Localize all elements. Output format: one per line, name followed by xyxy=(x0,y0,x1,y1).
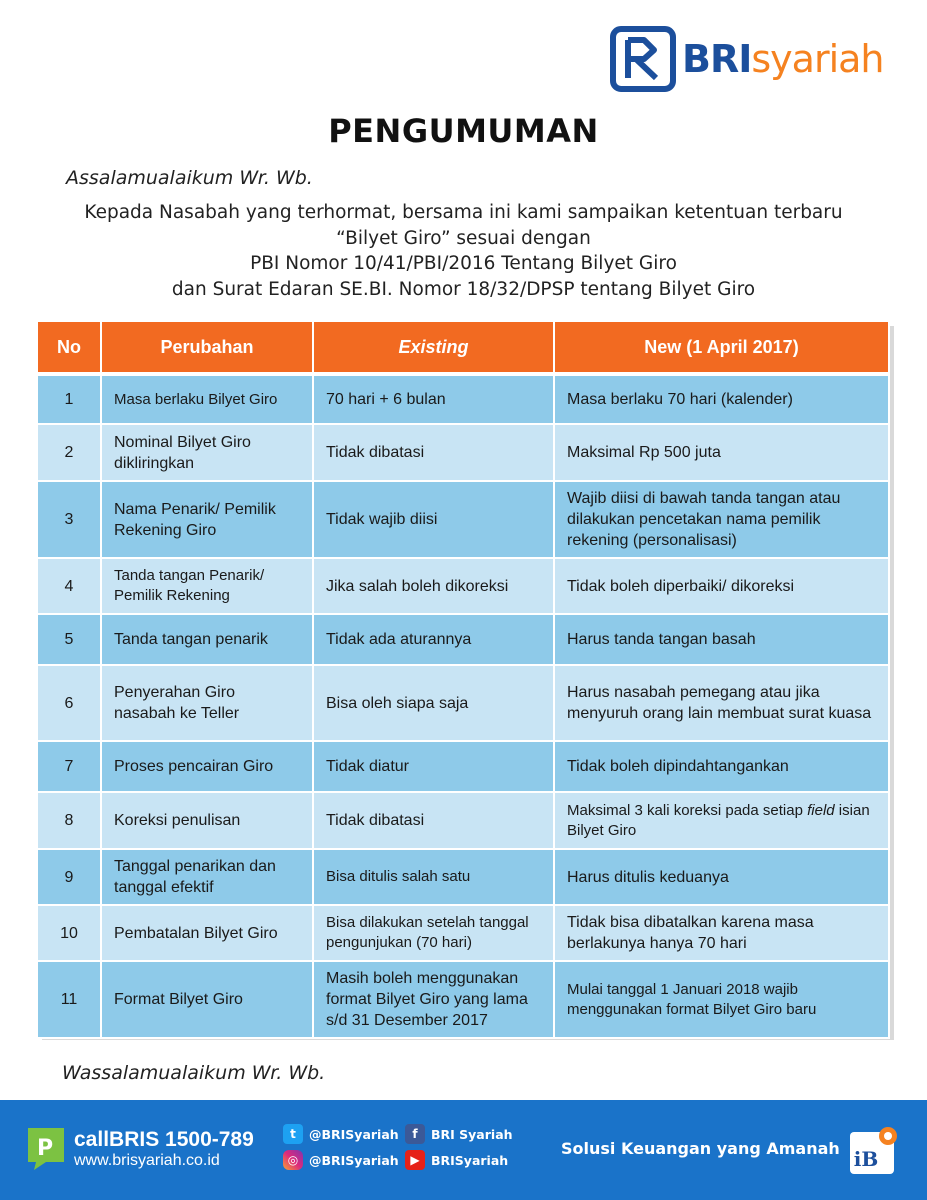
logo-bri-text: BRI xyxy=(682,37,752,81)
row-new: Harus nasabah pemegang atau jika menyuruh orang lain membuat surat kuasa xyxy=(554,665,889,741)
row-no: 5 xyxy=(37,614,101,665)
row-perubahan: Format Bilyet Giro xyxy=(101,961,313,1038)
row-perubahan: Koreksi penulisan xyxy=(101,792,313,849)
twitter-handle[interactable]: t @BRISyariah xyxy=(283,1124,399,1144)
table-row xyxy=(37,792,889,849)
header-new: New (1 April 2017) xyxy=(554,321,889,373)
row-perubahan: Penyerahan Giro nasabah ke Teller xyxy=(101,665,313,741)
facebook-icon: f xyxy=(405,1124,425,1144)
page-title: PENGUMUMAN xyxy=(328,112,599,150)
row-existing: Tidak diatur xyxy=(313,741,554,792)
row-existing: Jika salah boleh dikoreksi xyxy=(313,558,554,614)
table-row xyxy=(37,961,889,1038)
row-no: 3 xyxy=(37,481,101,558)
intro-text xyxy=(0,200,927,302)
row-new: Tidak bisa dibatalkan karena masa berlakunya hanya 70 hari xyxy=(554,905,889,961)
row-perubahan: Proses pencairan Giro xyxy=(101,741,313,792)
youtube-icon: ▶ xyxy=(405,1150,425,1170)
bri-logo-icon xyxy=(610,26,676,92)
ib-logo-icon xyxy=(848,1124,900,1176)
greeting: Assalamualaikum Wr. Wb. xyxy=(66,167,313,189)
row-existing: Tidak wajib diisi xyxy=(313,481,554,558)
row-perubahan: Nominal Bilyet Giro dikliringkan xyxy=(101,424,313,481)
closing-text: Wassalamualaikum Wr. Wb. xyxy=(62,1062,326,1084)
row-new: Wajib diisi di bawah tanda tangan atau dilakukan pencetakan nama pemilik rekening (personalisasi) xyxy=(554,481,889,558)
row-new: Maksimal Rp 500 juta xyxy=(554,424,889,481)
row-existing: Masih boleh menggunakan format Bilyet Giro yang lama s/d 31 Desember 2017 xyxy=(313,961,554,1038)
table-row xyxy=(37,614,889,665)
row-perubahan: Tanda tangan Penarik/ Pemilik Rekening xyxy=(101,558,313,614)
row-existing: Tidak dibatasi xyxy=(313,424,554,481)
row-new-field: field xyxy=(807,801,835,819)
row-perubahan: Nama Penarik/ Pemilik Rekening Giro xyxy=(101,481,313,558)
table-row xyxy=(37,558,889,614)
row-no: 4 xyxy=(37,558,101,614)
row-no: 11 xyxy=(37,961,101,1038)
header-existing: Existing xyxy=(313,321,554,373)
row-new: Tidak boleh dipindahtangankan xyxy=(554,741,889,792)
row-no: 8 xyxy=(37,792,101,849)
table-row xyxy=(37,665,889,741)
row-perubahan: Pembatalan Bilyet Giro xyxy=(101,905,313,961)
footer-bar xyxy=(0,1100,927,1200)
row-new xyxy=(554,792,889,849)
row-new: Mulai tanggal 1 Januari 2018 wajib menggunakan format Bilyet Giro baru xyxy=(554,961,889,1038)
facebook-handle[interactable]: f BRI Syariah xyxy=(405,1124,513,1144)
table-row xyxy=(37,424,889,481)
youtube-handle[interactable]: ▶ BRISyariah xyxy=(405,1150,508,1170)
row-perubahan: Tanda tangan penarik xyxy=(101,614,313,665)
table-row xyxy=(37,849,889,905)
header-perubahan: Perubahan xyxy=(101,321,313,373)
row-new: Harus ditulis keduanya xyxy=(554,849,889,905)
table-row xyxy=(37,481,889,558)
row-no: 10 xyxy=(37,905,101,961)
row-new: Tidak boleh diperbaiki/ dikoreksi xyxy=(554,558,889,614)
row-no: 6 xyxy=(37,665,101,741)
row-existing: Bisa ditulis salah satu xyxy=(313,849,554,905)
row-no: 7 xyxy=(37,741,101,792)
table-row xyxy=(37,905,889,961)
row-new: Masa berlaku 70 hari (kalender) xyxy=(554,375,889,424)
callbris-number: callBRIS 1500-789 xyxy=(74,1128,254,1151)
table-header-row xyxy=(37,321,889,373)
callbris-logo-icon xyxy=(24,1126,66,1172)
intro-line-4: dan Surat Edaran SE.BI. Nomor 18/32/DPSP tentang Bilyet Giro xyxy=(171,278,756,300)
website-link[interactable]: www.brisyariah.co.id xyxy=(74,1152,220,1169)
intro-line-1: Kepada Nasabah yang terhormat, bersama ini kami sampaikan ketentuan terbaru xyxy=(84,202,843,223)
header-no: No xyxy=(37,321,101,373)
instagram-icon: ◎ xyxy=(283,1150,303,1170)
instagram-handle[interactable]: ◎ @BRISyariah xyxy=(283,1150,399,1170)
row-existing: Tidak ada aturannya xyxy=(313,614,554,665)
row-existing: Bisa dilakukan setelah tanggal pengunjukan (70 hari) xyxy=(313,905,554,961)
row-no: 2 xyxy=(37,424,101,481)
changes-table xyxy=(36,320,890,1039)
twitter-icon: t xyxy=(283,1124,303,1144)
row-existing: Bisa oleh siapa saja xyxy=(313,665,554,741)
svg-text:P: P xyxy=(36,1136,54,1161)
row-existing: Tidak dibatasi xyxy=(313,792,554,849)
row-no: 9 xyxy=(37,849,101,905)
row-new-prefix: Maksimal 3 kali koreksi pada setiap xyxy=(567,801,808,819)
row-new-suffix: isian Bilyet Giro xyxy=(567,801,870,839)
tagline: Solusi Keuangan yang Amanah xyxy=(561,1139,840,1158)
row-existing: 70 hari + 6 bulan xyxy=(313,375,554,424)
ib-label: iB xyxy=(853,1147,879,1171)
table-row xyxy=(37,741,889,792)
row-no: 1 xyxy=(37,375,101,424)
row-perubahan: Masa berlaku Bilyet Giro xyxy=(101,375,313,424)
logo-syariah-text: syariah xyxy=(751,37,884,81)
table-row xyxy=(37,375,889,424)
row-perubahan: Tanggal penarikan dan tanggal efektif xyxy=(101,849,313,905)
row-new: Harus tanda tangan basah xyxy=(554,614,889,665)
intro-line-3: PBI Nomor 10/41/PBI/2016 Tentang Bilyet Giro xyxy=(250,253,677,274)
intro-line-2: “Bilyet Giro” sesuai dengan xyxy=(336,227,591,249)
brisyariah-logo xyxy=(610,26,900,92)
